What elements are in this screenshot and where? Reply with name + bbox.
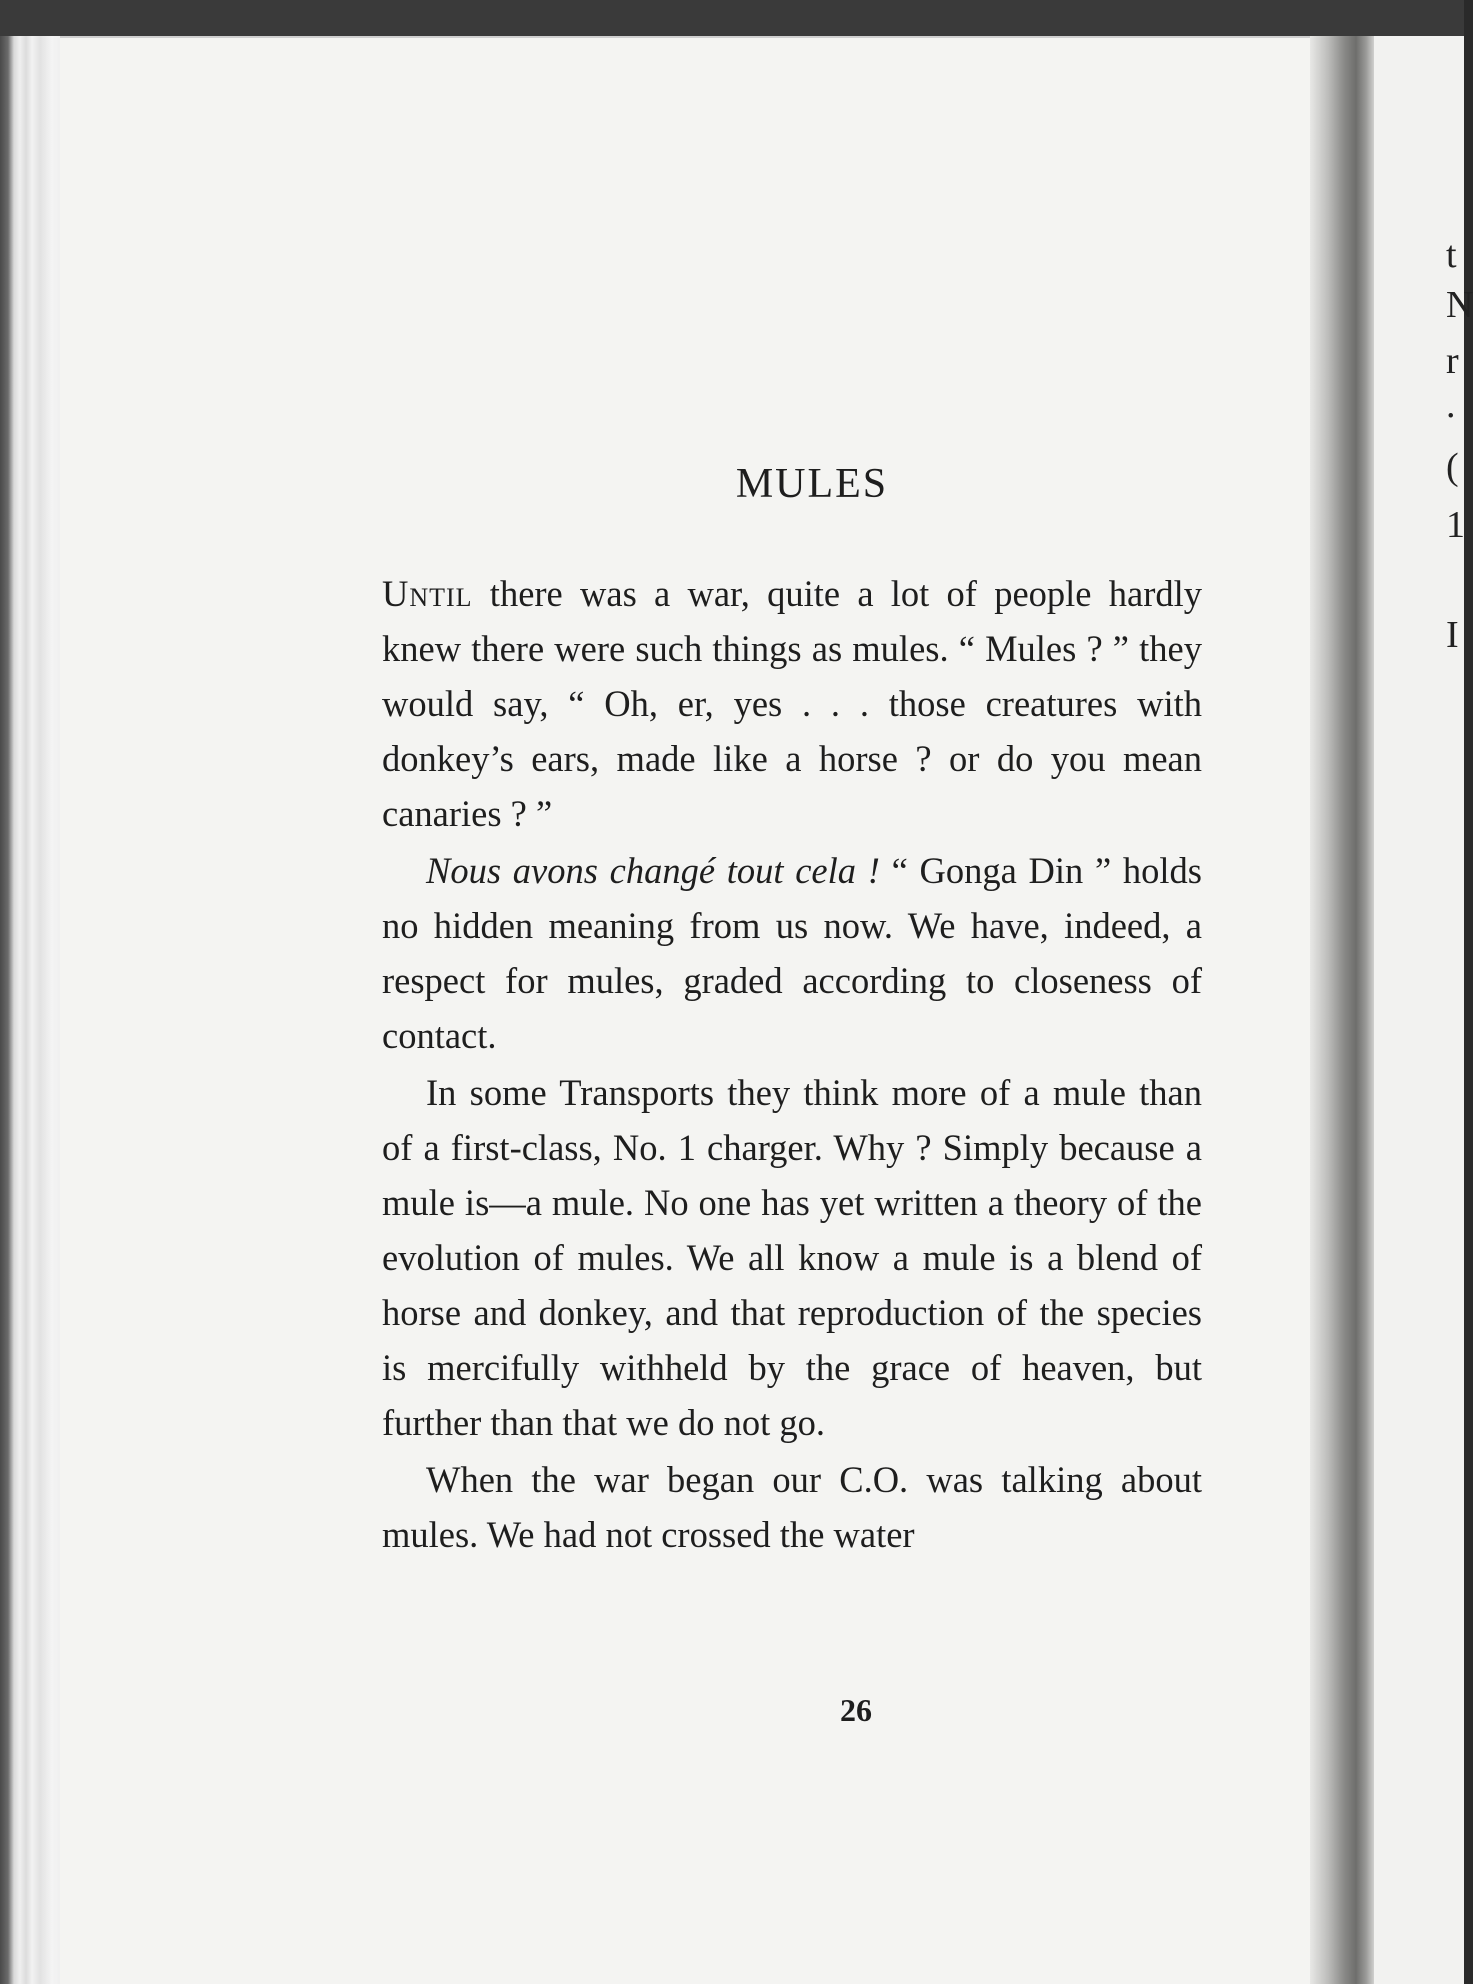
paragraph-3-text: In some Transports they think more of a mule than of a first-class, No. 1 charger. Why ? Simply because a mule is—a mule. No one has yet written a theory of the evolution of mules. We all know a mule is a blend of horse and donkey, and that reproduction of the species is mercifully withheld by the grace of heaven, but further than that we do not go. xyxy=(382,1072,1202,1443)
paragraph-2-text: “ Gonga Din ” holds no hidden meaning from us now. We have, indeed, a respect for mules, graded according to closeness of contact. xyxy=(382,850,1202,1056)
paragraph-1 xyxy=(382,566,1202,841)
book-gutter-shadow xyxy=(1310,36,1374,1984)
facing-fragment: 1 xyxy=(1446,504,1465,546)
paragraph-4 xyxy=(382,1452,1202,1562)
chapter-title: MULES xyxy=(735,461,889,507)
facing-fragment: . xyxy=(1446,384,1456,426)
facing-page xyxy=(1374,36,1473,1984)
paragraph-3 xyxy=(382,1065,1202,1450)
paragraph-1-text: there was a war, quite a lot of people hardly knew there were such things as mules. “ Mules ? ” they would say, “ Oh, er, yes . . . those creatures with donkey’s ears, made like a horse ? or do you mean canaries ? ” xyxy=(382,573,1202,834)
paragraph-2 xyxy=(382,843,1202,1063)
scan-background xyxy=(0,0,1464,40)
book-page xyxy=(60,36,1330,1984)
page-content xyxy=(382,460,1202,1564)
paragraph-2-lead: Nous avons changé tout cela ! xyxy=(426,850,880,891)
paragraph-4-text: When the war began our C.O. was talking about mules. We had not crossed the water xyxy=(382,1459,1202,1555)
facing-fragment: ( xyxy=(1446,446,1459,488)
facing-fragment: t xyxy=(1446,234,1457,276)
facing-fragment: r xyxy=(1446,340,1459,382)
facing-fragment: N xyxy=(1446,284,1473,326)
facing-fragment: I xyxy=(1446,614,1459,656)
paragraph-1-lead: Until xyxy=(382,573,473,614)
page-number: 26 xyxy=(840,1692,872,1728)
